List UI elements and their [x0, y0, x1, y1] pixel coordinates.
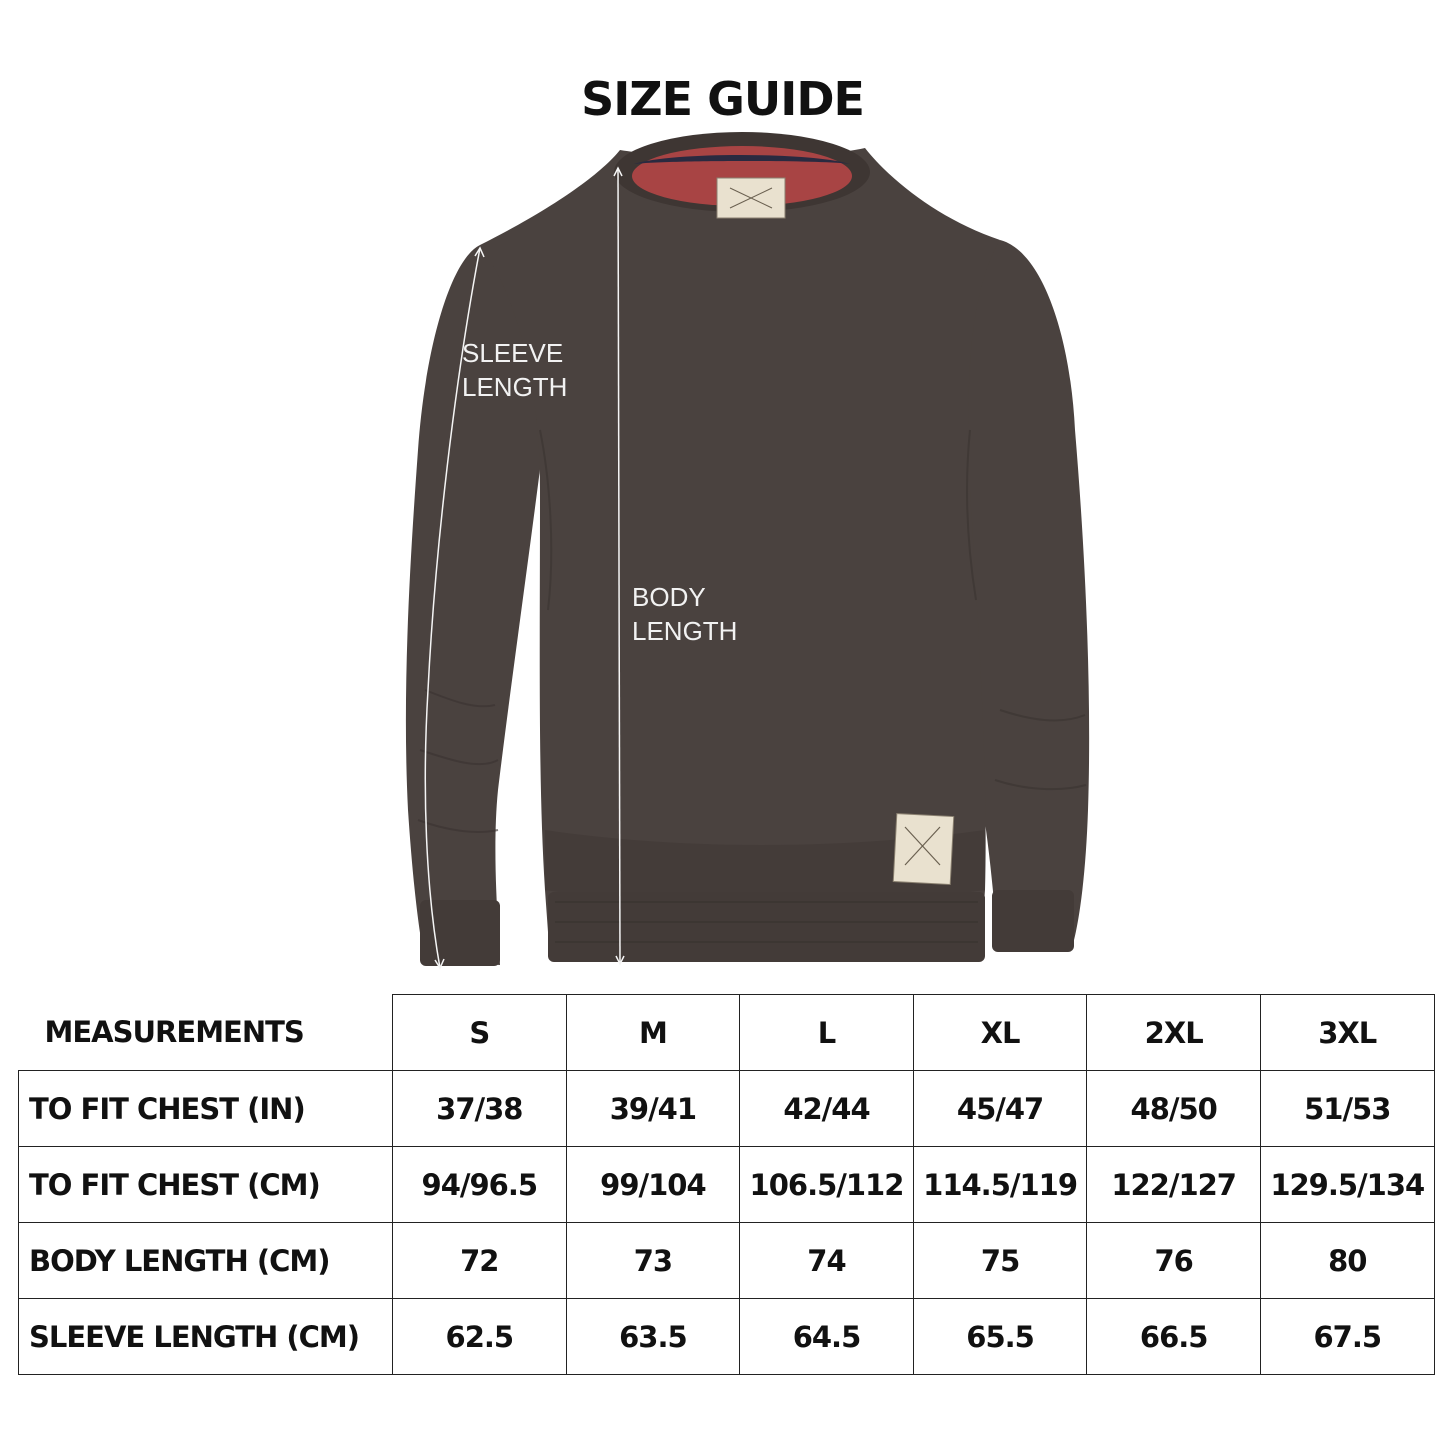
- table-cell: 45/47: [913, 1071, 1087, 1147]
- measurements-header: MEASUREMENTS: [44, 1015, 304, 1050]
- table-row: [19, 1071, 1435, 1147]
- table-cell: 80: [1260, 1223, 1434, 1299]
- table-cell: 99/104: [566, 1147, 740, 1223]
- table-cell: 76: [1087, 1223, 1261, 1299]
- sleeve-label-line1: SLEEVE: [462, 338, 564, 368]
- size-header-row: [19, 995, 1435, 1071]
- body-label-line2: LENGTH: [632, 616, 738, 646]
- table-cell: 66.5: [1087, 1299, 1261, 1375]
- sleeve-label-line2: LENGTH: [462, 372, 568, 402]
- body-length-label: [632, 580, 737, 648]
- page-title: SIZE GUIDE: [581, 72, 864, 126]
- size-table: [18, 994, 1435, 1375]
- table-cell: 67.5: [1260, 1299, 1434, 1375]
- table-cell: 62.5: [393, 1299, 567, 1375]
- table-cell: 73: [566, 1223, 740, 1299]
- row-label-body-length: BODY LENGTH (CM): [19, 1223, 393, 1299]
- table-cell: 39/41: [566, 1071, 740, 1147]
- sleeve-length-label: [462, 336, 567, 404]
- size-header-xl: XL: [913, 995, 1087, 1071]
- size-header-3xl: 3XL: [1260, 995, 1434, 1071]
- hem-patch: [893, 814, 953, 885]
- table-cell: 75: [913, 1223, 1087, 1299]
- row-label-sleeve-length: SLEEVE LENGTH (CM): [19, 1299, 393, 1375]
- table-cell: 94/96.5: [393, 1147, 567, 1223]
- right-cuff: [992, 890, 1074, 952]
- table-cell: 106.5/112: [740, 1147, 914, 1223]
- body-label-line1: BODY: [632, 582, 706, 612]
- table-cell: 64.5: [740, 1299, 914, 1375]
- table-row: [19, 1299, 1435, 1375]
- table-cell: 65.5: [913, 1299, 1087, 1375]
- table-row: [19, 1223, 1435, 1299]
- table-cell: 63.5: [566, 1299, 740, 1375]
- table-cell: 48/50: [1087, 1071, 1261, 1147]
- size-header-l: L: [740, 995, 914, 1071]
- sweatshirt-illustration: [380, 130, 1120, 980]
- table-cell: 122/127: [1087, 1147, 1261, 1223]
- table-cell: 74: [740, 1223, 914, 1299]
- row-label-chest-cm: TO FIT CHEST (CM): [19, 1147, 393, 1223]
- table-cell: 72: [393, 1223, 567, 1299]
- row-label-chest-in: TO FIT CHEST (IN): [19, 1071, 393, 1147]
- table-cell: 37/38: [393, 1071, 567, 1147]
- size-header-m: M: [566, 995, 740, 1071]
- size-header-s: S: [393, 995, 567, 1071]
- table-cell: 51/53: [1260, 1071, 1434, 1147]
- size-header-2xl: 2XL: [1087, 995, 1261, 1071]
- table-cell: 114.5/119: [913, 1147, 1087, 1223]
- table-cell: 129.5/134: [1260, 1147, 1434, 1223]
- table-cell: 42/44: [740, 1071, 914, 1147]
- table-row: [19, 1147, 1435, 1223]
